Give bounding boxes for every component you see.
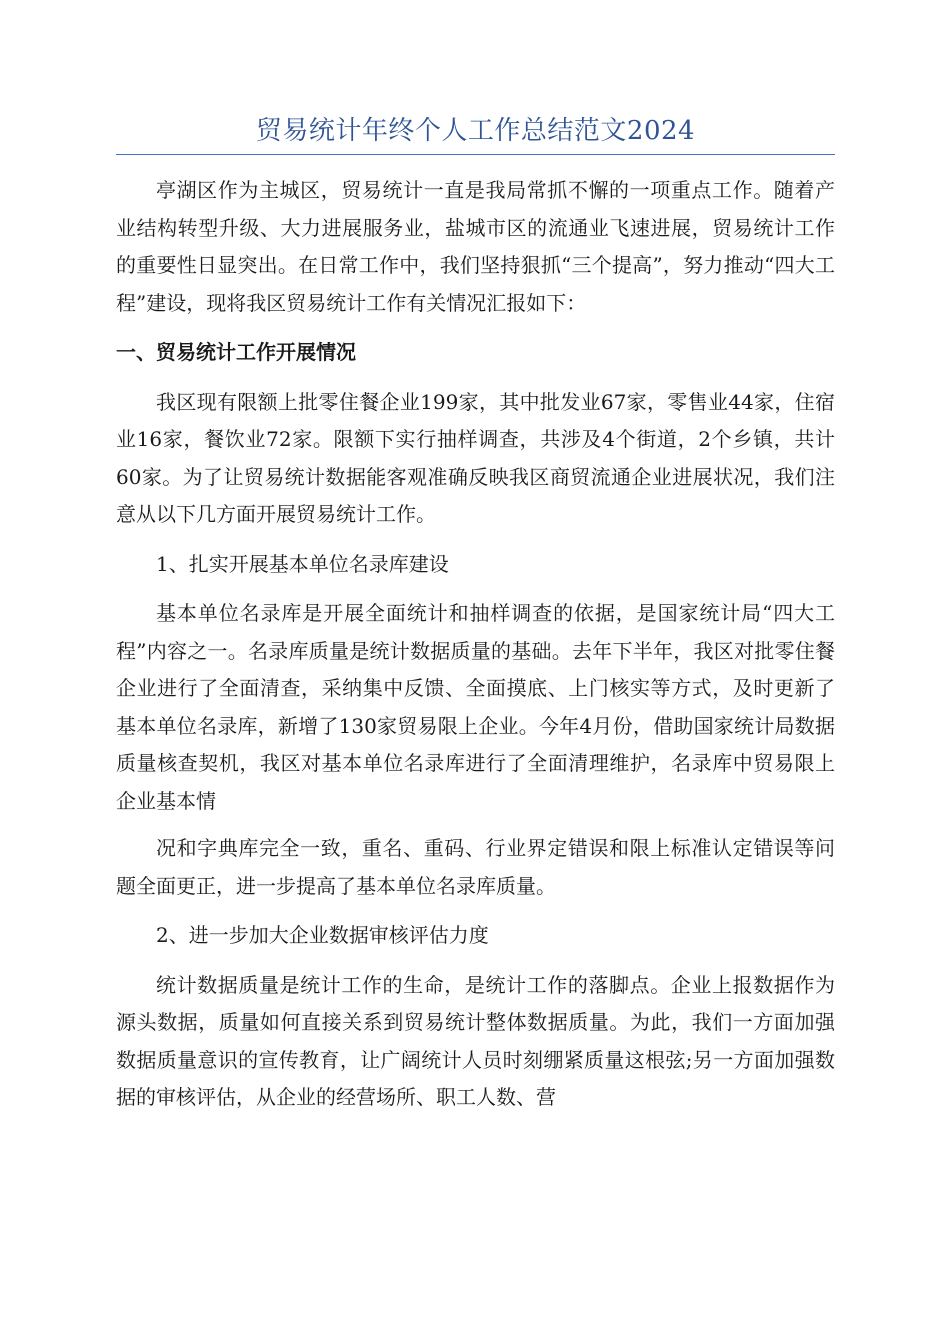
item-heading-2: 2、进一步加大企业数据审核评估力度 [156,923,489,947]
section1-paragraph: 我区现有限额上批零住餐企业199家，其中批发业67家，零售业44家，住宿业16家，餐饮业72家。限额下实行抽样调查，共涉及4个街道，2个乡镇，共计60家。为了让贸易统计数据能客观准确反映我区商贸流通企业进展状况，我们注意从以下几方面开展贸易统计工作。 [116,389,835,526]
item1-paragraph-2: 况和字典库完全一致，重名、重码、行业界定错误和限上标准认定错误等问题全面更正，进一步提高了基本单位名录库质量。 [116,836,835,898]
document-title: 贸易统计年终个人工作总结范文2024 [255,116,696,146]
item1-paragraph-1: 基本单位名录库是开展全面统计和抽样调查的依据，是国家统计局“四大工程”内容之一。名录库质量是统计数据质量的基础。去年下半年，我区对批零住餐企业进行了全面清查，采纳集中反馈、全面摸底、上门核实等方式，及时更新了基本单位名录库，新增了130家贸易限上企业。今年4月份，借助国家统计局数据质量核查契机，我区对基本单位名录库进行了全面清理维护，名录库中贸易限上企业基本情 [116,601,835,813]
item2-paragraph: 统计数据质量是统计工作的生命，是统计工作的落脚点。企业上报数据作为源头数据，质量如何直接关系到贸易统计整体数据质量。为此，我们一方面加强数据质量意识的宣传教育，让广阔统计人员时刻绷紧质量这根弦;另一方面加强数据的审核评估，从企业的经营场所、职工人数、营 [116,972,835,1109]
item-heading-1: 1、扎实开展基本单位名录库建设 [156,551,449,576]
title-underline [116,154,835,155]
document-body [116,172,835,1129]
section-heading-1: 一、贸易统计工作开展情况 [116,340,356,364]
intro-paragraph: 亭湖区作为主城区，贸易统计一直是我局常抓不懈的一项重点工作。随着产业结构转型升级、大力进展服务业，盐城市区的流通业飞速进展，贸易统计工作的重要性日显突出。在日常工作中，我们坚持狠抓“三个提高”，努力推动“四大工程”建设，现将我区贸易统计工作有关情况汇报如下： [116,178,835,315]
